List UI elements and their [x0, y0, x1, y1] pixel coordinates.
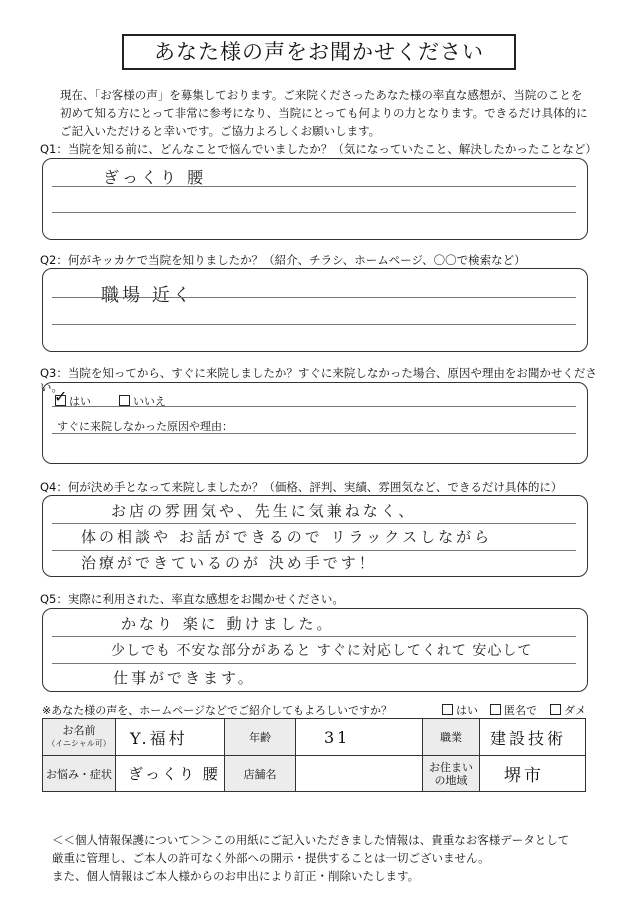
name-label: お名前 [62, 724, 96, 737]
q3-answer-box[interactable] [42, 382, 588, 464]
symptom-value-cell[interactable] [116, 756, 225, 792]
age-label: 年齢 [225, 719, 296, 756]
q2-answer-line-1: 職場 近く [101, 285, 194, 306]
q2-rule-2 [52, 324, 576, 325]
area-value-cell[interactable] [480, 756, 586, 792]
q1-rule-1 [52, 186, 576, 187]
job-value: 建設技術 [490, 728, 567, 748]
q5-answer-line-1: かなり 楽に 動けました。 [121, 615, 335, 633]
symptom-label: お悩み・症状 [43, 756, 116, 792]
q1-label: Q1：当院を知る前に、どんなことで悩んでいましたか？（気になっていたこと、解決したかったことなど） [40, 142, 597, 156]
q4-answer-line-3: 治療ができているのが 決め手です！ [81, 554, 377, 572]
q2-answer-box[interactable] [42, 268, 588, 352]
age-value: 31 [324, 727, 351, 747]
symptom-value: ぎっくり 腰 [128, 765, 220, 783]
q3-no-checkbox[interactable] [119, 395, 130, 406]
name-value-cell[interactable] [116, 719, 225, 756]
q5-answer-box[interactable] [42, 608, 588, 692]
q3-yes-checkbox[interactable] [55, 395, 66, 406]
page-title: あなた様の声をお聞かせください [122, 34, 516, 70]
intro-line-3: ご記入いただけると幸いです。ご協力よろしくお願いします。 [60, 124, 381, 138]
consent-anonymous-label: 匿名で [504, 704, 537, 717]
q5-label: Q5：実際に利用された、率直な感想をお聞かせください。 [40, 592, 344, 606]
consent-option-anonymous[interactable] [490, 702, 537, 718]
q4-rule-1 [52, 523, 576, 524]
q5-rule-2 [52, 663, 576, 664]
intro-line-2: 初めて知る方にとって非常に参考になり、当院にとっても何よりの力となります。できるだけ具体的に [60, 106, 588, 120]
job-value-cell[interactable] [480, 719, 586, 756]
age-value-cell[interactable] [296, 719, 423, 756]
consent-option-no[interactable] [550, 702, 586, 718]
q2-rule-1 [52, 297, 576, 298]
consent-option-yes[interactable] [442, 702, 478, 718]
q5-rule-1 [52, 636, 576, 637]
q2-label: Q2：何がキッカケで当院を知りましたか？（紹介、チラシ、ホームページ、〇〇で検索など） [40, 253, 526, 267]
area-label-1: お住まい [429, 760, 473, 774]
consent-yes-checkbox[interactable] [442, 704, 453, 715]
privacy-line-1: ＜＜個人情報保護について＞＞この用紙にご記入いただきました情報は、貴重なお客様データとして [52, 833, 570, 847]
q3-rule-1 [52, 406, 576, 407]
store-value-cell[interactable] [296, 756, 423, 792]
q5-answer-line-3: 仕事ができます。 [113, 669, 256, 687]
consent-no-checkbox[interactable] [550, 704, 561, 715]
consent-yes-label: はい [456, 704, 478, 717]
name-label-cell [43, 719, 116, 756]
privacy-line-3: また、個人情報はご本人様からのお申出により訂正・削除いたします。 [52, 869, 420, 883]
area-label-2: の地域 [434, 773, 468, 787]
q1-answer-box[interactable] [42, 158, 588, 240]
consent-anonymous-checkbox[interactable] [490, 704, 501, 715]
consent-no-label: ダメ [564, 704, 586, 717]
q3-reason-label: すぐに来院しなかった原因や理由： [57, 420, 233, 433]
store-label: 店舗名 [225, 756, 296, 792]
q4-rule-2 [52, 550, 576, 551]
q4-answer-box[interactable] [42, 495, 588, 577]
intro-line-1: 現在、「お客様の声」を募集しております。ご来院くださったあなた様の率直な感想が、当院のことを [60, 88, 583, 102]
q3-label: Q3：当院を知ってから、すぐに来院しましたか？すぐに来院しなかった場合、原因や理由をお聞かせください。 [40, 366, 597, 394]
job-label: 職業 [423, 719, 480, 756]
q4-label: Q4：何が決め手となって来院しましたか？（価格、評判、実績、雰囲気など、できるだけ具体的に） [40, 480, 563, 494]
q4-answer-line-2: 体の相談や お話ができるので リラックスしながら [81, 528, 493, 546]
consent-question: ※あなた様の声を、ホームページなどでご紹介してもよろしいですか？ [42, 704, 392, 717]
privacy-line-2: 厳重に管理し、ご本人の許可なく外部への開示・提供することは一切ございません。 [52, 851, 490, 865]
q3-rule-2 [52, 433, 576, 434]
name-sub-label: （イニシャル可） [47, 739, 111, 748]
q5-answer-line-2: 少しでも 不安な部分があると すぐに対応してくれて 安心して [111, 643, 533, 659]
info-table [42, 718, 586, 792]
name-value: Y.福村 [130, 728, 188, 748]
q1-answer-line-1: ぎっくり 腰 [103, 168, 207, 187]
area-value: 堺市 [504, 766, 544, 786]
q3-no-label: いいえ [133, 395, 166, 408]
q4-answer-line-1: お店の雰囲気や、先生に気兼ねなく、 [111, 502, 417, 520]
q1-rule-2 [52, 212, 576, 213]
q3-yes-label: はい [69, 395, 91, 408]
area-label-cell [423, 756, 480, 792]
